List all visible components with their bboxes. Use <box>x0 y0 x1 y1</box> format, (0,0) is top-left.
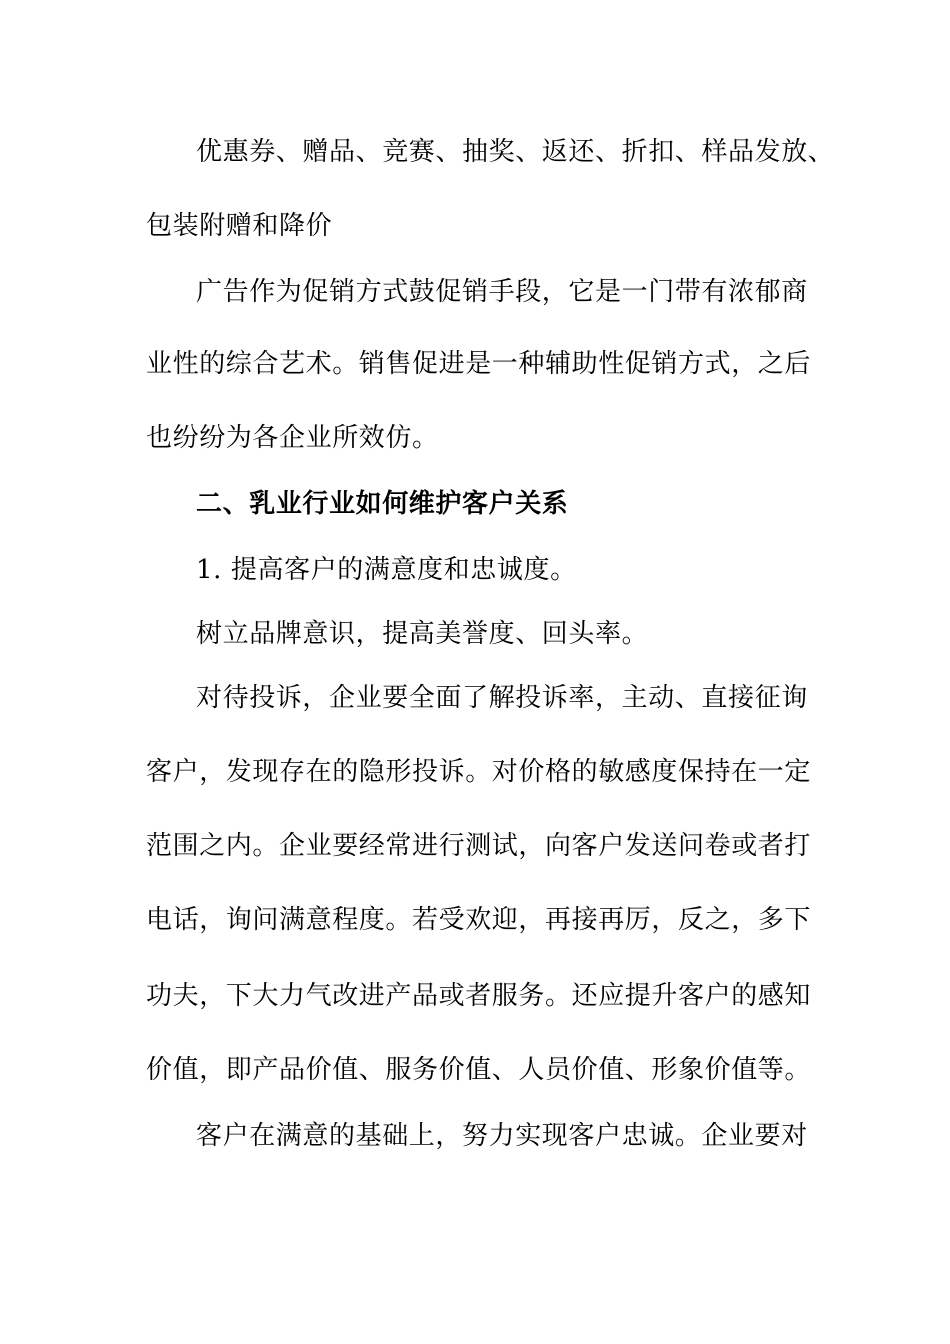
paragraph-line: 包装附赠和降价 <box>146 211 333 241</box>
paragraph-line: 电话，询问满意程度。若受欢迎，再接再厉，反之，多下 <box>146 905 812 935</box>
paragraph-line: 范围之内。企业要经常进行测试，向客户发送问卷或者打 <box>146 831 812 861</box>
paragraph-line: 树立品牌意识，提高美誉度、回头率。 <box>196 619 649 649</box>
subsection-heading: 1. 提高客户的满意度和忠诚度。 <box>196 555 577 585</box>
paragraph-line: 价值，即产品价值、服务价值、人员价值、形象价值等。 <box>146 1055 812 1085</box>
paragraph-line: 客户在满意的基础上，努力实现客户忠诚。企业要对 <box>196 1121 808 1151</box>
section-heading: 二、乳业行业如何维护客户关系 <box>196 489 569 519</box>
paragraph-line: 客户，发现存在的隐形投诉。对价格的敏感度保持在一定 <box>146 757 812 787</box>
paragraph-line: 功夫，下大力气改进产品或者服务。还应提升客户的感知 <box>146 981 812 1011</box>
paragraph-line: 也纷纷为各企业所效仿。 <box>146 423 439 453</box>
paragraph-line: 优惠券、赠品、竞赛、抽奖、返还、折扣、样品发放、 <box>196 137 835 167</box>
paragraph-line: 业性的综合艺术。销售促进是一种辅助性促销方式，之后 <box>146 349 812 379</box>
paragraph-line: 广告作为促销方式鼓促销手段，它是一门带有浓郁商 <box>196 277 808 307</box>
paragraph-line: 对待投诉，企业要全面了解投诉率，主动、直接征询 <box>196 683 808 713</box>
